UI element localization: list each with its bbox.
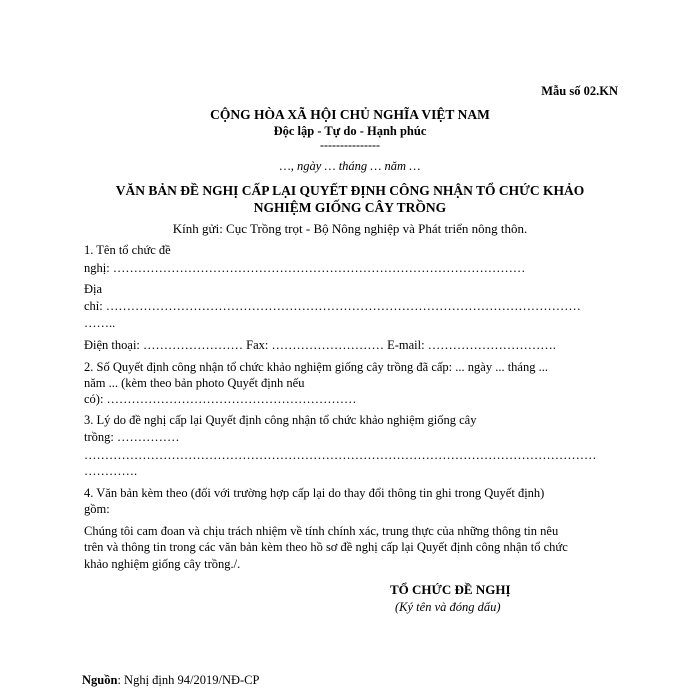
form-number: Mẫu số 02.KN [541,84,618,98]
greeting: Kính gửi: Cục Trồng trọt - Bộ Nông nghiệp và Phát triển nông thôn. [172,221,528,236]
source-note [82,673,259,688]
address-line2: chỉ: …………………………………………………………………………………………………… [84,299,581,313]
item3-line2: trồng: …………… [84,430,180,444]
item4-line2: gồm: [84,502,110,516]
date-line: …, ngày … tháng … năm … [279,159,421,173]
document-title-line1: VĂN BẢN ĐỀ NGHỊ CẤP LẠI QUYẾT ĐỊNH CÔNG NHẬN TỔ CHỨC KHẢO [115,183,585,198]
address-line3: …….. [84,316,116,330]
source-text: : Nghị định 94/2019/NĐ-CP [117,673,260,687]
item1-line2: nghị: ……………………………………………………………………………………… [84,261,526,275]
document-title-line2: NGHIỆM GIỐNG CÂY TRỒNG [253,200,447,215]
signature-note: (Ký tên và đóng dấu) [395,600,501,614]
item3-line1: 3. Lý do đề nghị cấp lại Quyết định công nhận tổ chức khảo nghiệm giống cây [84,413,477,427]
commitment-line3: khảo nghiệm giống cây trồng./. [84,557,241,571]
contact-line: Điện thoại: …………………… Fax: ……………………… E-mail: …………………………. [84,338,556,352]
address-line1: Địa [84,282,103,296]
signing-organization: TỔ CHỨC ĐỀ NGHỊ [390,582,511,597]
item4-line1: 4. Văn bản kèm theo (đối với trường hợp cấp lại do thay đổi thông tin ghi trong Quyết định) [84,486,545,500]
item2-line1: 2. Số Quyết định công nhận tổ chức khảo nghiệm giống cây trồng đã cấp: ... ngày ... tháng ... [84,360,548,374]
commitment-line1: Chúng tôi cam đoan và chịu trách nhiệm về tính chính xác, trung thực của những thông tin nêu [84,524,559,538]
item2-line3: có): …………………………………………………… [84,392,357,406]
item2-line2: năm ... (kèm theo bản photo Quyết định nếu [84,376,305,390]
motto: Độc lập - Tự do - Hạnh phúc [273,124,427,138]
item3-line4: …………. [84,464,138,478]
item1-line1: 1. Tên tổ chức đề [84,243,171,257]
commitment-line2: trên và thông tin trong các văn bản kèm theo hồ sơ đề nghị cấp lại Quyết định công nhận tổ chức [84,540,568,554]
source-label: Nguồn [82,673,118,687]
separator: --------------- [320,138,380,152]
item3-line3: …………………………………………………………………………………………………………… [84,448,597,462]
nation-heading: CỘNG HÒA XÃ HỘI CHỦ NGHĨA VIỆT NAM [210,107,490,122]
